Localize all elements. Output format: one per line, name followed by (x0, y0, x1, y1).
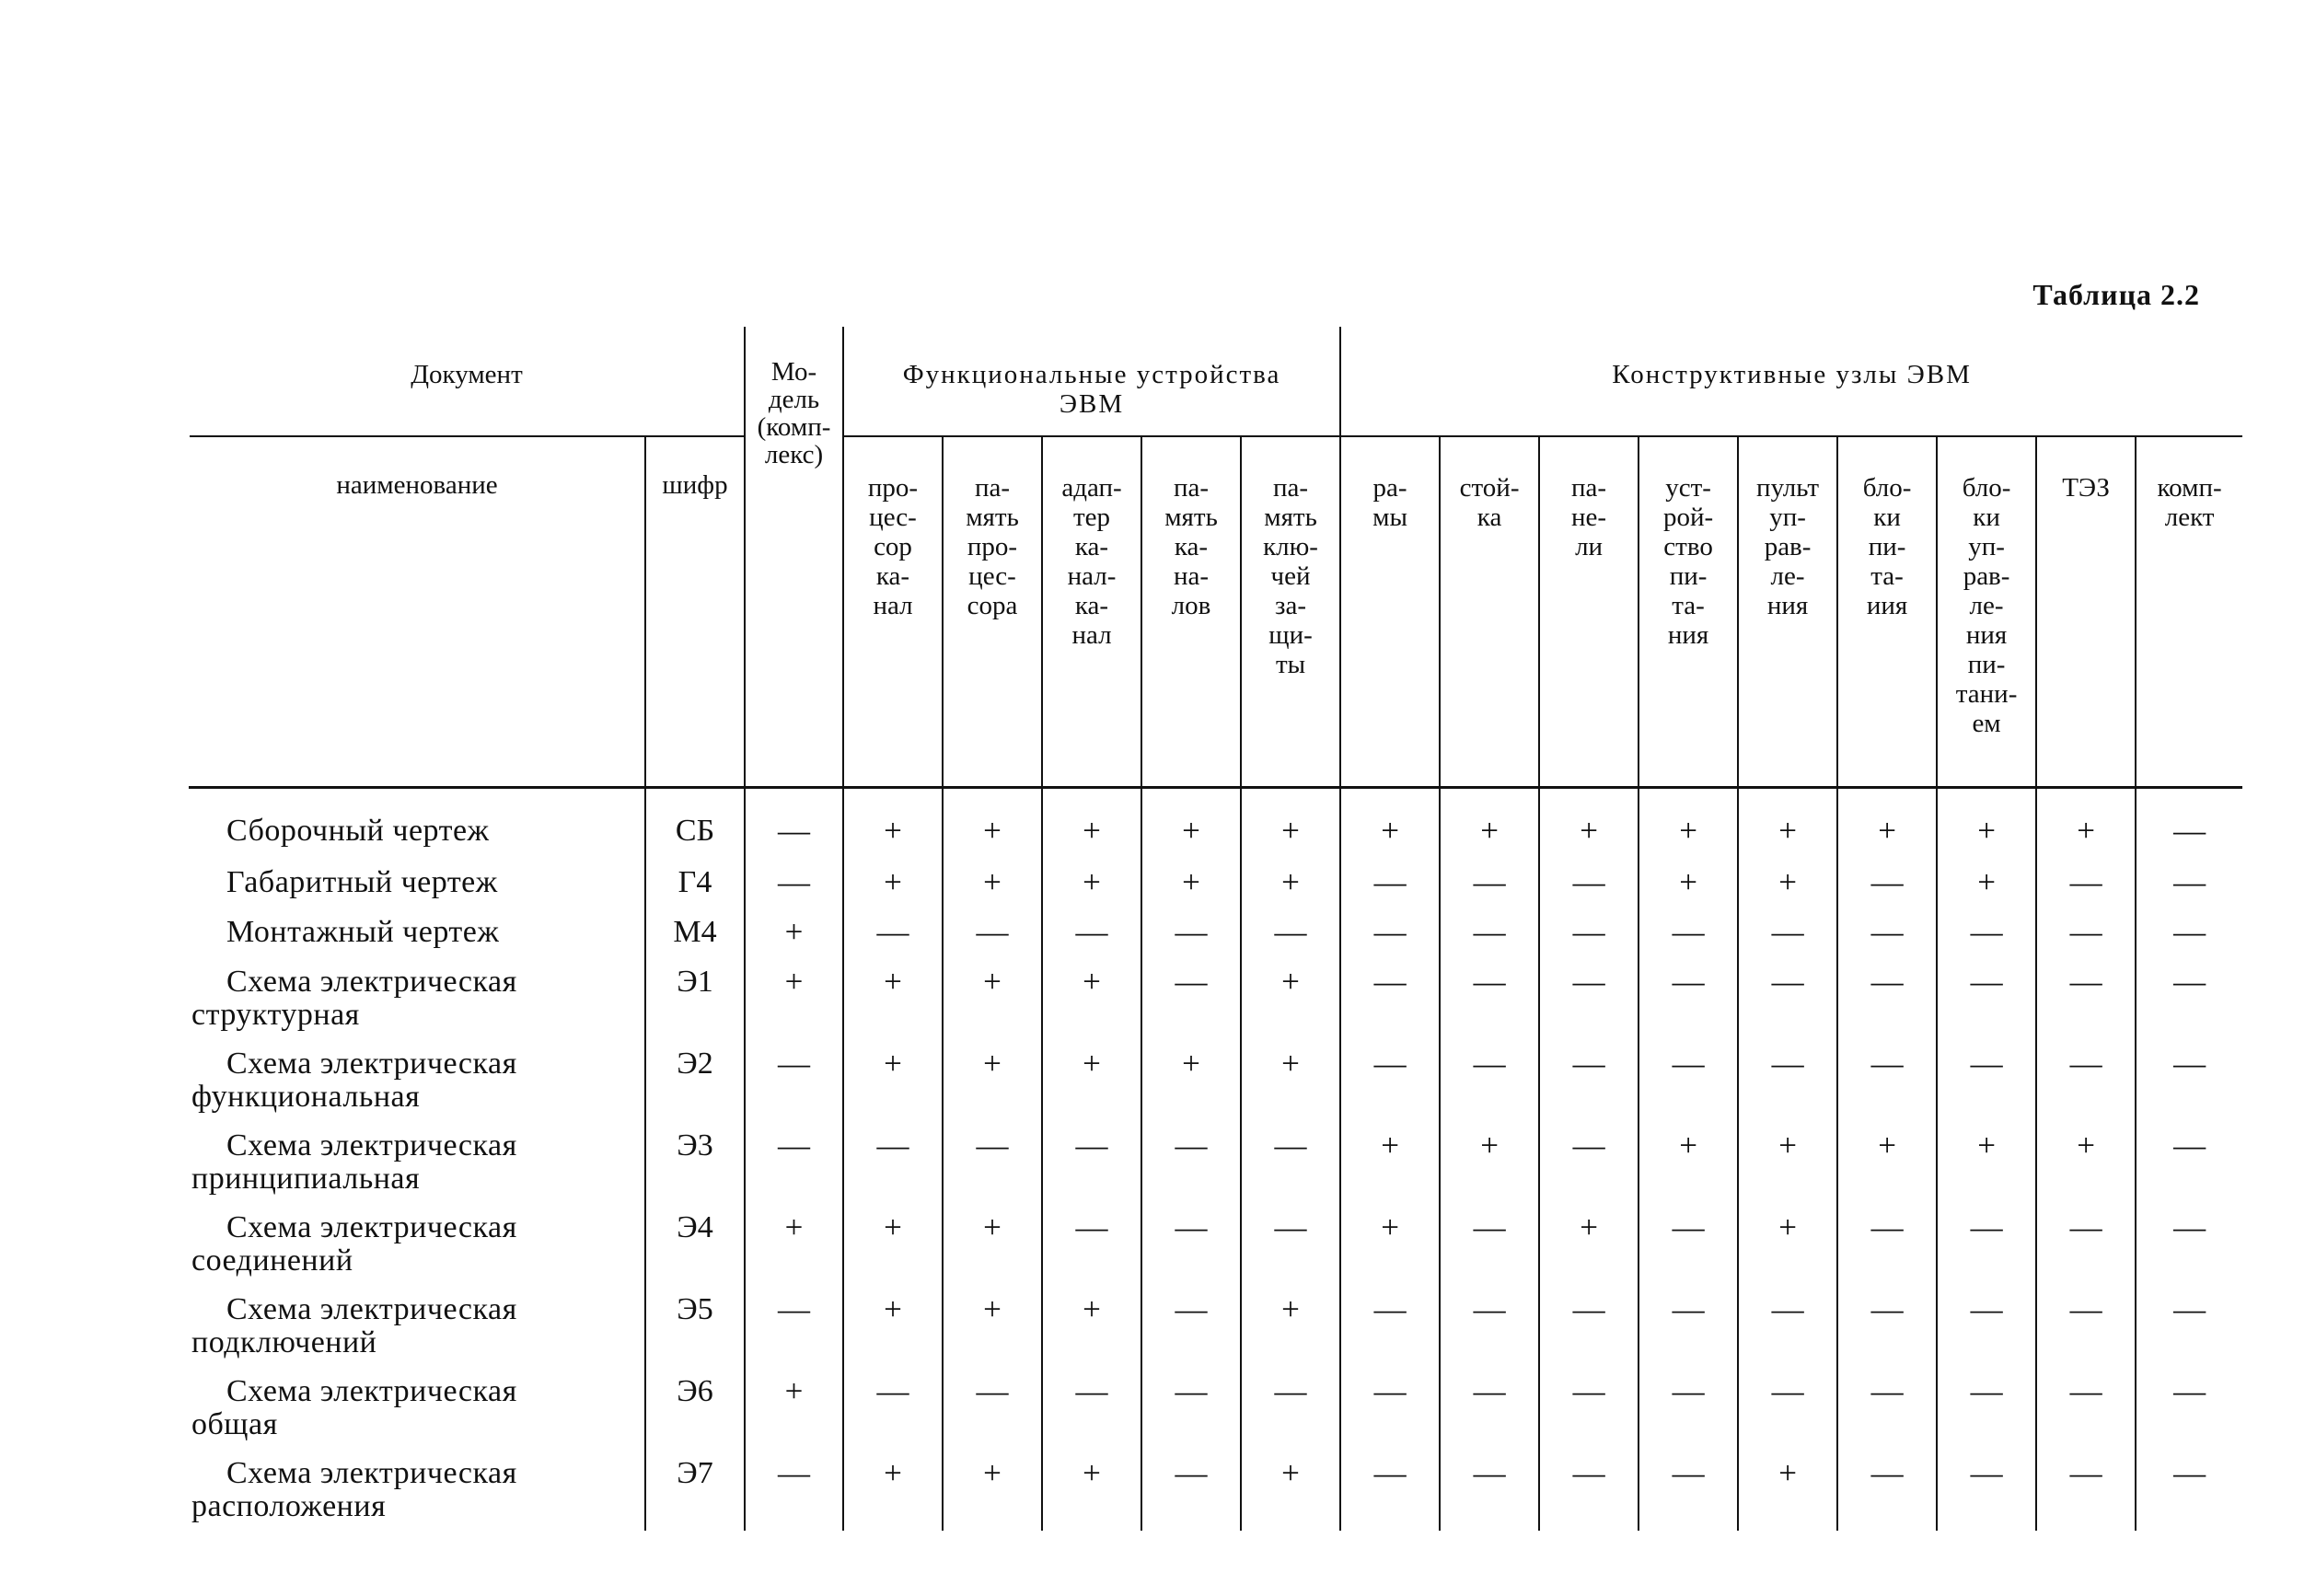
applicability-mark: — (1440, 1375, 1539, 1457)
applicability-mark: — (1639, 916, 1738, 966)
document-name-cell (190, 1457, 645, 1531)
document-name: Габаритный чертеж (226, 865, 498, 899)
applicability-mark: + (1837, 1129, 1937, 1211)
document-name: Схема электрическая (226, 965, 517, 999)
applicability-mark: — (1738, 966, 1837, 1047)
table-row (190, 966, 2242, 1047)
document-table-container (189, 327, 2232, 1531)
applicability-mark: — (1539, 966, 1639, 1047)
table-row (190, 1293, 2242, 1375)
applicability-mark: + (943, 966, 1042, 1047)
header-functional-col-4: па- мять клю- чей за- щи- ты (1241, 436, 1340, 788)
applicability-mark: — (1141, 966, 1241, 1047)
applicability-mark: — (1539, 1293, 1639, 1375)
applicability-mark: + (1141, 789, 1241, 866)
applicability-mark: + (943, 789, 1042, 866)
applicability-mark: — (1837, 1293, 1937, 1375)
applicability-mark: — (1340, 1293, 1440, 1375)
applicability-mark: + (843, 1211, 943, 1293)
header-structural-col-0: ра- мы (1340, 436, 1440, 788)
applicability-mark: — (2136, 1047, 2242, 1129)
applicability-mark: — (1937, 1457, 2036, 1531)
applicability-mark: — (1440, 1293, 1539, 1375)
applicability-mark: — (2136, 1129, 2242, 1211)
applicability-mark: + (943, 1457, 1042, 1531)
document-name-cell (190, 916, 645, 966)
applicability-mark: — (1837, 966, 1937, 1047)
applicability-mark: + (1042, 866, 1141, 916)
applicability-mark: — (1937, 1293, 2036, 1375)
applicability-mark: — (1440, 966, 1539, 1047)
applicability-mark: — (2036, 1293, 2136, 1375)
document-code: Э7 (645, 1457, 745, 1531)
document-code: Г4 (645, 866, 745, 916)
applicability-mark: — (1738, 1047, 1837, 1129)
applicability-mark: — (1738, 1375, 1837, 1457)
document-code: Э5 (645, 1293, 745, 1375)
applicability-mark: — (1639, 1375, 1738, 1457)
applicability-mark: — (1241, 1375, 1340, 1457)
header-functional-group: Функциональные устройства ЭВМ (843, 327, 1340, 436)
document-name-continuation: расположения (191, 1489, 387, 1523)
document-name-cell (190, 1293, 645, 1375)
applicability-mark: — (2036, 1457, 2136, 1531)
applicability-mark: — (1837, 866, 1937, 916)
header-structural-group: Конструктивные узлы ЭВМ (1340, 327, 2242, 436)
applicability-mark: + (1042, 789, 1141, 866)
applicability-mark: + (1340, 1129, 1440, 1211)
applicability-mark: + (1440, 1129, 1539, 1211)
applicability-mark: + (843, 966, 943, 1047)
header-structural-col-5: бло- ки пи- та- иия (1837, 436, 1937, 788)
document-name-continuation: принципиальная (191, 1162, 421, 1196)
applicability-mark: — (1539, 916, 1639, 966)
document-name-continuation: соединений (191, 1243, 353, 1278)
applicability-mark: — (1937, 916, 2036, 966)
table-row (190, 1457, 2242, 1531)
table-row (190, 1211, 2242, 1293)
applicability-mark: + (1937, 866, 2036, 916)
applicability-mark: — (2036, 1211, 2136, 1293)
applicability-mark: + (1141, 866, 1241, 916)
document-name: Схема электрическая (226, 1047, 517, 1081)
header-structural-col-6: бло- ки уп- рав- ле- ния пи- тани- ем (1937, 436, 2036, 788)
applicability-mark: — (1042, 1211, 1141, 1293)
applicability-mark: + (1340, 1211, 1440, 1293)
applicability-mark: — (1937, 1047, 2036, 1129)
applicability-mark: — (1440, 866, 1539, 916)
table-row (190, 1375, 2242, 1457)
applicability-mark: — (745, 789, 843, 866)
applicability-mark: + (1639, 1129, 1738, 1211)
applicability-mark: — (2036, 916, 2136, 966)
document-name-cell (190, 1129, 645, 1211)
applicability-mark: — (1042, 1129, 1141, 1211)
header-document: Документ (190, 327, 745, 436)
applicability-mark: — (1837, 1457, 1937, 1531)
applicability-mark: + (745, 916, 843, 966)
applicability-mark: — (2136, 789, 2242, 866)
applicability-mark: — (1340, 1457, 1440, 1531)
applicability-mark: — (2136, 1293, 2242, 1375)
applicability-mark: — (1937, 966, 2036, 1047)
document-code: Э1 (645, 966, 745, 1047)
applicability-mark: — (1241, 916, 1340, 966)
applicability-mark: + (1639, 866, 1738, 916)
applicability-mark: — (1639, 966, 1738, 1047)
applicability-mark: + (843, 1457, 943, 1531)
table-row (190, 866, 2242, 916)
document-name: Схема электрическая (226, 1128, 517, 1162)
table-row (190, 1129, 2242, 1211)
document-table (189, 327, 2242, 1531)
applicability-mark: — (1340, 866, 1440, 916)
applicability-mark: + (843, 789, 943, 866)
applicability-mark: + (943, 1293, 1042, 1375)
applicability-mark: — (1141, 1457, 1241, 1531)
applicability-mark: — (1738, 916, 1837, 966)
applicability-mark: + (1042, 1047, 1141, 1129)
applicability-mark: — (1241, 1211, 1340, 1293)
applicability-mark: — (2036, 1375, 2136, 1457)
applicability-mark: + (1837, 789, 1937, 866)
applicability-mark: + (1241, 1047, 1340, 1129)
document-name-cell (190, 1211, 645, 1293)
applicability-mark: + (1042, 1457, 1141, 1531)
applicability-mark: — (1440, 1457, 1539, 1531)
document-name: Монтажный чертеж (226, 915, 500, 949)
applicability-mark: — (2036, 966, 2136, 1047)
document-name-cell (190, 789, 645, 866)
applicability-mark: — (2036, 1047, 2136, 1129)
applicability-mark: — (2136, 916, 2242, 966)
header-structural-col-2: па- не- ли (1539, 436, 1639, 788)
header-structural-col-7: ТЭЗ (2036, 436, 2136, 788)
document-name-continuation: подключений (191, 1325, 377, 1359)
header-functional-col-1: па- мять про- цес- сора (943, 436, 1042, 788)
applicability-mark: + (1042, 966, 1141, 1047)
applicability-mark: — (1738, 1293, 1837, 1375)
applicability-mark: + (843, 1293, 943, 1375)
applicability-mark: + (843, 1047, 943, 1129)
table-caption: Таблица 2.2 (2032, 278, 2200, 311)
applicability-mark: — (1837, 1047, 1937, 1129)
applicability-mark: — (1639, 1457, 1738, 1531)
header-structural-col-8: комп- лект (2136, 436, 2242, 788)
header-functional-col-2: адап- тер ка- нал- ка- нал (1042, 436, 1141, 788)
applicability-mark: — (2136, 1457, 2242, 1531)
table-row (190, 789, 2242, 866)
document-code: СБ (645, 789, 745, 866)
applicability-mark: + (1241, 966, 1340, 1047)
document-name-continuation: общая (191, 1407, 278, 1441)
applicability-mark: + (745, 966, 843, 1047)
document-name: Схема электрическая (226, 1292, 517, 1326)
applicability-mark: + (1241, 1457, 1340, 1531)
applicability-mark: + (843, 866, 943, 916)
applicability-mark: + (1440, 789, 1539, 866)
applicability-mark: — (943, 1375, 1042, 1457)
table-row (190, 916, 2242, 966)
document-name: Сборочный чертеж (226, 814, 490, 848)
applicability-mark: — (1440, 1211, 1539, 1293)
applicability-mark: — (1837, 916, 1937, 966)
applicability-mark: — (745, 866, 843, 916)
applicability-mark: — (1141, 1129, 1241, 1211)
applicability-mark: + (943, 1047, 1042, 1129)
document-name: Схема электрическая (226, 1210, 517, 1244)
header-functional-col-3: па- мять ка- на- лов (1141, 436, 1241, 788)
header-model: Мо- дель (комп- лекс) (745, 327, 843, 788)
document-code: Э2 (645, 1047, 745, 1129)
applicability-mark: — (1141, 1375, 1241, 1457)
applicability-mark: + (1937, 789, 2036, 866)
applicability-mark: — (1539, 1457, 1639, 1531)
applicability-mark: + (745, 1375, 843, 1457)
applicability-mark: + (2036, 1129, 2136, 1211)
header-structural-col-3: уст- рой- ство пи- та- ния (1639, 436, 1738, 788)
applicability-mark: + (1241, 1293, 1340, 1375)
applicability-mark: — (1340, 1375, 1440, 1457)
applicability-mark: + (943, 866, 1042, 916)
applicability-mark: — (1141, 916, 1241, 966)
applicability-mark: — (1241, 1129, 1340, 1211)
applicability-mark: — (2136, 1375, 2242, 1457)
applicability-mark: — (2036, 866, 2136, 916)
applicability-mark: + (1042, 1293, 1141, 1375)
document-name-cell (190, 966, 645, 1047)
applicability-mark: — (1539, 866, 1639, 916)
applicability-mark: — (1837, 1375, 1937, 1457)
document-name-continuation: функциональная (191, 1080, 421, 1114)
header-functional-col-0: про- цес- сор ка- нал (843, 436, 943, 788)
applicability-mark: + (1241, 866, 1340, 916)
applicability-mark: — (843, 1375, 943, 1457)
applicability-mark: + (1738, 1211, 1837, 1293)
applicability-mark: — (843, 916, 943, 966)
applicability-mark: — (1539, 1047, 1639, 1129)
applicability-mark: — (1340, 1047, 1440, 1129)
applicability-mark: + (943, 1211, 1042, 1293)
applicability-mark: + (1241, 789, 1340, 866)
applicability-mark: — (1141, 1211, 1241, 1293)
applicability-mark: — (1539, 1129, 1639, 1211)
applicability-mark: — (1539, 1375, 1639, 1457)
applicability-mark: — (943, 916, 1042, 966)
applicability-mark: — (1042, 916, 1141, 966)
header-code: шифр (645, 436, 745, 788)
applicability-mark: + (1738, 866, 1837, 916)
applicability-mark: + (1738, 1129, 1837, 1211)
applicability-mark: — (843, 1129, 943, 1211)
table-row (190, 1047, 2242, 1129)
applicability-mark: — (1937, 1211, 2036, 1293)
table-header (190, 327, 2242, 788)
document-name: Схема электрическая (226, 1456, 517, 1490)
applicability-mark: — (1639, 1293, 1738, 1375)
applicability-mark: — (745, 1129, 843, 1211)
applicability-mark: + (1738, 789, 1837, 866)
table-body (190, 788, 2242, 1532)
applicability-mark: — (2136, 866, 2242, 916)
applicability-mark: — (745, 1047, 843, 1129)
document-name-cell (190, 1047, 645, 1129)
document-name-continuation: структурная (191, 998, 360, 1032)
applicability-mark: — (943, 1129, 1042, 1211)
applicability-mark: — (2136, 1211, 2242, 1293)
applicability-mark: + (1639, 789, 1738, 866)
applicability-mark: + (1340, 789, 1440, 866)
applicability-mark: + (1738, 1457, 1837, 1531)
applicability-mark: — (1440, 916, 1539, 966)
header-structural-col-4: пульт уп- рав- ле- ния (1738, 436, 1837, 788)
applicability-mark: — (1639, 1211, 1738, 1293)
applicability-mark: — (745, 1293, 843, 1375)
document-name-cell (190, 866, 645, 916)
document-name-cell (190, 1375, 645, 1457)
applicability-mark: — (1440, 1047, 1539, 1129)
applicability-mark: + (1539, 789, 1639, 866)
applicability-mark: — (1340, 916, 1440, 966)
applicability-mark: + (2036, 789, 2136, 866)
applicability-mark: — (1937, 1375, 2036, 1457)
applicability-mark: — (1837, 1211, 1937, 1293)
document-name: Схема электрическая (226, 1374, 517, 1408)
header-name: наименование (336, 470, 498, 500)
applicability-mark: — (1141, 1293, 1241, 1375)
applicability-mark: + (745, 1211, 843, 1293)
applicability-mark: + (1141, 1047, 1241, 1129)
document-code: Э4 (645, 1211, 745, 1293)
applicability-mark: + (1539, 1211, 1639, 1293)
document-code: Э3 (645, 1129, 745, 1211)
header-structural-col-1: стой- ка (1440, 436, 1539, 788)
applicability-mark: — (1639, 1047, 1738, 1129)
applicability-mark: — (1340, 966, 1440, 1047)
applicability-mark: + (1937, 1129, 2036, 1211)
document-code: Э6 (645, 1375, 745, 1457)
applicability-mark: — (2136, 966, 2242, 1047)
document-code: М4 (645, 916, 745, 966)
applicability-mark: — (745, 1457, 843, 1531)
applicability-mark: — (1042, 1375, 1141, 1457)
